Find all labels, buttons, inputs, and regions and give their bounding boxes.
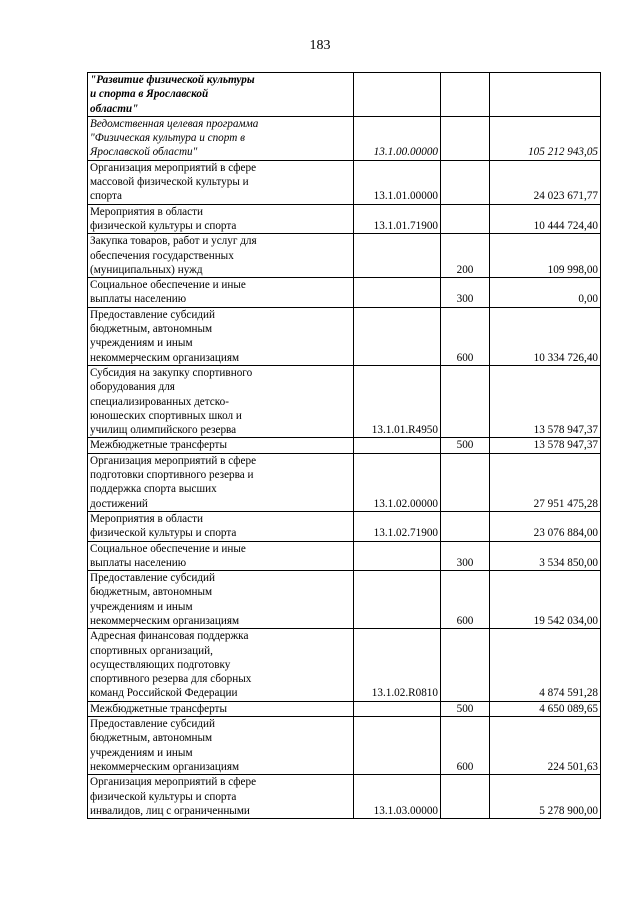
row-code-cell xyxy=(354,717,441,775)
table-row xyxy=(88,511,601,541)
row-name-cell xyxy=(88,204,354,234)
row-expense-type-cell xyxy=(441,116,490,160)
row-sum-cell: 24 023 671,77 xyxy=(490,160,601,204)
row-code-cell xyxy=(354,307,441,365)
row-name-text: Предоставление субсидий бюджетным, автономным учреждениям и иным некоммерческим организациям xyxy=(90,718,240,773)
row-code-cell: 13.1.01.71900 xyxy=(354,204,441,234)
row-name-text: Ведомственная целевая программа "Физическая культура и спорт в Ярославской области" xyxy=(90,117,259,159)
row-name-cell xyxy=(88,438,354,453)
row-expense-type-cell: 200 xyxy=(441,234,490,278)
row-sum-cell: 3 534 850,00 xyxy=(490,541,601,571)
row-sum-cell: 19 542 034,00 xyxy=(490,571,601,629)
table-row xyxy=(88,453,601,511)
table-row xyxy=(88,73,601,117)
row-name-cell xyxy=(88,541,354,571)
row-code-cell xyxy=(354,278,441,308)
table-row xyxy=(88,365,601,437)
row-name-text: "Развитие физической культуры и спорта в Ярославской области" xyxy=(90,74,255,115)
row-sum-cell xyxy=(490,73,601,117)
row-name-cell xyxy=(88,278,354,308)
row-code-cell: 13.1.03.00000 xyxy=(354,775,441,819)
row-expense-type-cell xyxy=(441,453,490,511)
table-row xyxy=(88,204,601,234)
row-name-text: Адресная финансовая поддержка спортивных организаций, осуществляющих подготовку спортивного резерва для сборных команд Российской Федерации xyxy=(90,630,252,700)
budget-table-body xyxy=(88,73,601,819)
row-expense-type-cell xyxy=(441,629,490,701)
row-expense-type-cell: 600 xyxy=(441,307,490,365)
row-name-text: Межбюджетные трансферты xyxy=(90,702,227,715)
row-expense-type-cell: 300 xyxy=(441,541,490,571)
row-expense-type-cell: 500 xyxy=(441,438,490,453)
table-row xyxy=(88,717,601,775)
row-name-cell xyxy=(88,717,354,775)
page-number: 183 xyxy=(309,38,331,53)
row-sum-cell: 105 212 943,05 xyxy=(490,116,601,160)
row-code-cell: 13.1.01.00000 xyxy=(354,160,441,204)
row-sum-cell: 0,00 xyxy=(490,278,601,308)
row-sum-cell: 13 578 947,37 xyxy=(490,438,601,453)
table-row xyxy=(88,160,601,204)
row-expense-type-cell xyxy=(441,204,490,234)
row-expense-type-cell xyxy=(441,160,490,204)
row-name-cell xyxy=(88,234,354,278)
table-row xyxy=(88,234,601,278)
row-code-cell xyxy=(354,541,441,571)
row-name-cell xyxy=(88,453,354,511)
table-row xyxy=(88,701,601,716)
row-expense-type-cell: 500 xyxy=(441,701,490,716)
row-name-text: Социальное обеспечение и иные выплаты населению xyxy=(90,542,246,569)
row-expense-type-cell xyxy=(441,73,490,117)
row-name-text: Мероприятия в области физической культуры и спорта xyxy=(90,512,237,540)
table-row xyxy=(88,541,601,571)
table-row xyxy=(88,629,601,701)
row-name-cell xyxy=(88,701,354,716)
row-name-text: Социальное обеспечение и иные выплаты населению xyxy=(90,279,246,306)
row-code-cell: 13.1.02.71900 xyxy=(354,511,441,541)
table-row xyxy=(88,775,601,819)
row-name-cell xyxy=(88,116,354,160)
row-name-cell xyxy=(88,511,354,541)
row-expense-type-cell: 300 xyxy=(441,278,490,308)
table-row xyxy=(88,307,601,365)
row-name-cell xyxy=(88,571,354,629)
row-sum-cell: 4 650 089,65 xyxy=(490,701,601,716)
row-code-cell: 13.1.02.00000 xyxy=(354,453,441,511)
row-code-cell: 13.1.02.R0810 xyxy=(354,629,441,701)
row-name-cell xyxy=(88,629,354,701)
table-row xyxy=(88,571,601,629)
row-name-text: Организация мероприятий в сфере физической культуры и спорта инвалидов, лиц с ограниченными xyxy=(90,776,257,817)
row-name-text: Организация мероприятий в сфере массовой физической культуры и спорта xyxy=(90,161,257,203)
row-sum-cell: 27 951 475,28 xyxy=(490,453,601,511)
row-code-cell: 13.1.01.R4950 xyxy=(354,365,441,437)
row-expense-type-cell: 600 xyxy=(441,571,490,629)
row-sum-cell: 4 874 591,28 xyxy=(490,629,601,701)
row-code-cell xyxy=(354,234,441,278)
table-row xyxy=(88,278,601,308)
row-sum-cell: 224 501,63 xyxy=(490,717,601,775)
table-row xyxy=(88,116,601,160)
row-sum-cell: 10 444 724,40 xyxy=(490,204,601,234)
row-name-text: Субсидия на закупку спортивного оборудования для специализированных детско- юношеских спортивных школ и училищ олимпийского резерва xyxy=(90,366,253,437)
row-name-cell xyxy=(88,73,354,117)
budget-table xyxy=(87,72,601,819)
table-row xyxy=(88,438,601,453)
row-sum-cell: 5 278 900,00 xyxy=(490,775,601,819)
row-sum-cell: 109 998,00 xyxy=(490,234,601,278)
row-name-cell xyxy=(88,160,354,204)
row-name-cell xyxy=(88,307,354,365)
row-expense-type-cell xyxy=(441,511,490,541)
row-code-cell xyxy=(354,571,441,629)
row-name-cell xyxy=(88,365,354,437)
row-name-text: Мероприятия в области физической культуры и спорта xyxy=(90,205,237,232)
row-name-cell xyxy=(88,775,354,819)
row-code-cell: 13.1.00.00000 xyxy=(354,116,441,160)
row-name-text: Организация мероприятий в сфере подготовки спортивного резерва и поддержка спорта высших достижений xyxy=(90,454,257,510)
row-name-text: Предоставление субсидий бюджетным, автономным учреждениям и иным некоммерческим организациям xyxy=(90,308,240,364)
row-code-cell xyxy=(354,73,441,117)
row-sum-cell: 13 578 947,37 xyxy=(490,365,601,437)
row-code-cell xyxy=(354,438,441,453)
row-sum-cell: 23 076 884,00 xyxy=(490,511,601,541)
row-name-text: Предоставление субсидий бюджетным, автономным учреждениям и иным некоммерческим организациям xyxy=(90,572,240,627)
row-name-text: Закупка товаров, работ и услуг для обеспечения государственных (муниципальных) нужд xyxy=(90,235,257,276)
row-sum-cell: 10 334 726,40 xyxy=(490,307,601,365)
row-name-text: Межбюджетные трансферты xyxy=(90,439,227,452)
row-expense-type-cell: 600 xyxy=(441,717,490,775)
row-expense-type-cell xyxy=(441,775,490,819)
row-code-cell xyxy=(354,701,441,716)
row-expense-type-cell xyxy=(441,365,490,437)
